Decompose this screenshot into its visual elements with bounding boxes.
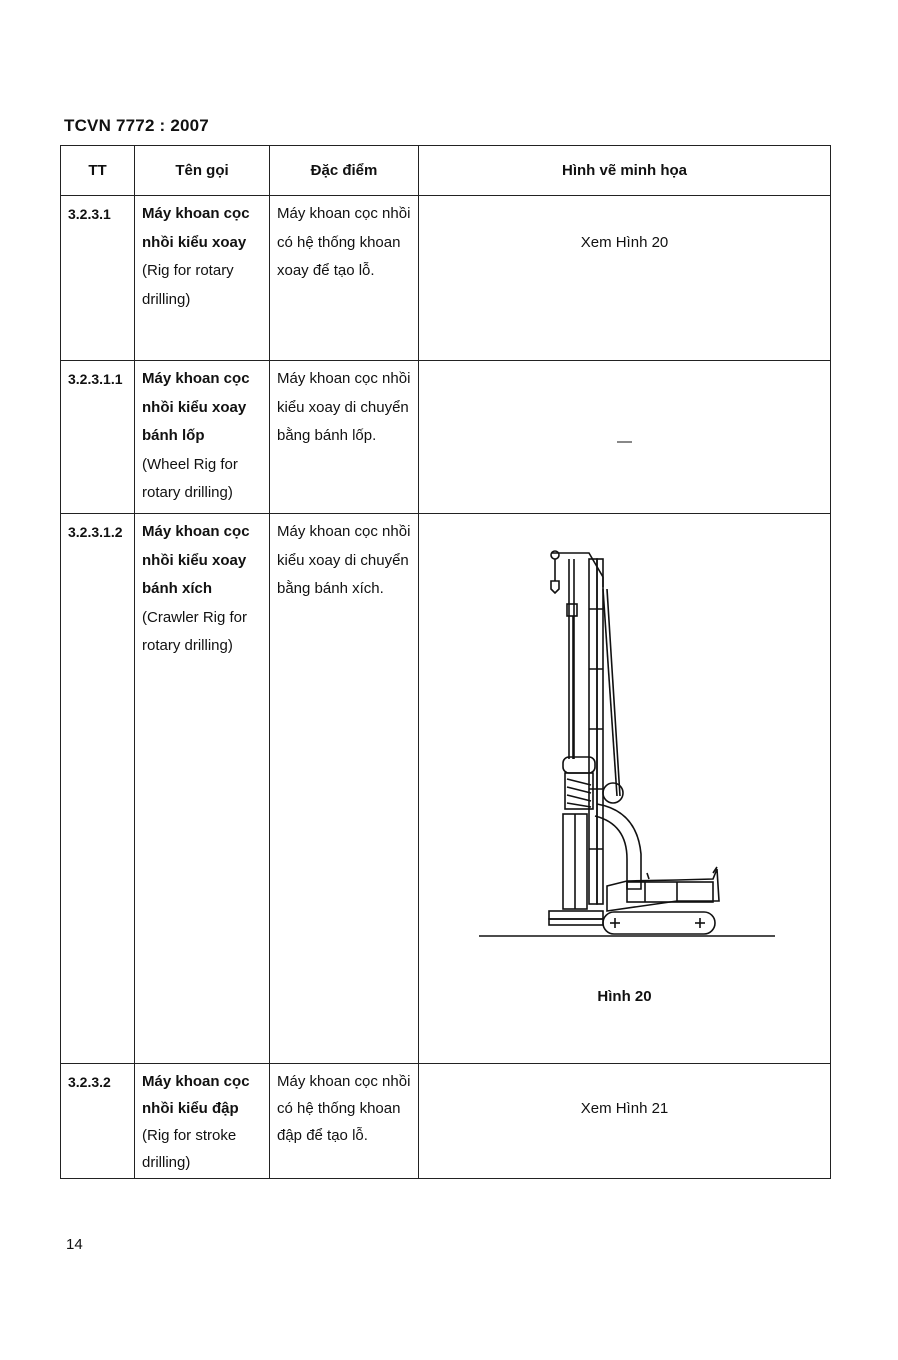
row-number: 3.2.3.2 [68, 1074, 111, 1090]
figure-caption: Hình 20 [597, 988, 652, 1005]
row-number: 3.2.3.1 [68, 206, 111, 222]
column-header-feature: Đặc điểm [270, 146, 419, 196]
term-name-en: (Rig for rotary drilling) [142, 262, 234, 308]
term-name-vi-line: bánh lốp [142, 427, 205, 444]
row-number: 3.2.3.1.2 [68, 524, 123, 540]
crawler-drilling-rig-illustration [477, 549, 777, 939]
term-name-vi-line: Máy khoan cọc [142, 370, 250, 387]
term-name [135, 196, 269, 314]
term-name-vi-line: Máy khoan cọc [142, 205, 250, 222]
column-header-tt: TT [61, 146, 135, 196]
document-id: TCVN 7772 : 2007 [64, 116, 209, 135]
row-number: 3.2.3.1.1 [68, 371, 123, 387]
term-name-vi-line: Máy khoan cọc [142, 1073, 250, 1090]
illustration-ref: Xem Hình 21 [580, 1100, 669, 1117]
term-name-vi-line: nhồi kiểu xoay [142, 233, 247, 251]
table-row [61, 1064, 831, 1179]
term-name [135, 514, 269, 661]
column-header-illustration: Hình vẽ minh họa [419, 146, 831, 196]
term-name-vi-line: nhồi kiểu xoay [142, 551, 247, 569]
term-name-vi-line: nhồi kiểu đập [142, 1100, 239, 1117]
table-row [61, 361, 831, 514]
term-name-en: (Crawler Rig for rotary drilling) [142, 608, 248, 654]
term-name-vi-line: Máy khoan cọc [142, 523, 250, 540]
term-name-vi-line: bánh xích [142, 580, 213, 597]
term-feature: Máy khoan cọc nhồi kiểu xoay di chuyển bằng bánh xích. [277, 523, 411, 597]
term-name-en: (Wheel Rig for rotary drilling) [142, 455, 238, 501]
term-name-vi-line: nhồi kiểu xoay [142, 398, 247, 416]
term-feature: Máy khoan cọc nhồi kiểu xoay di chuyển bằng bánh lốp. [277, 370, 411, 444]
table-row [61, 196, 831, 361]
term-name [135, 361, 269, 508]
term-feature: Máy khoan cọc nhồi có hệ thống khoan đập để tạo lỗ. [277, 1073, 411, 1144]
page-number: 14 [66, 1236, 83, 1253]
column-header-name: Tên gọi [135, 146, 270, 196]
terminology-table [60, 145, 831, 1179]
term-name-en: (Rig for stroke drilling) [142, 1127, 237, 1171]
illustration-ref: — [617, 433, 632, 450]
term-feature: Máy khoan cọc nhồi có hệ thống khoan xoay để tạo lỗ. [277, 205, 411, 279]
illustration-ref: Xem Hình 20 [580, 234, 669, 251]
term-name [135, 1064, 269, 1176]
figure-container [419, 514, 830, 1054]
table-row [61, 514, 831, 1064]
table-header-row [61, 146, 831, 196]
